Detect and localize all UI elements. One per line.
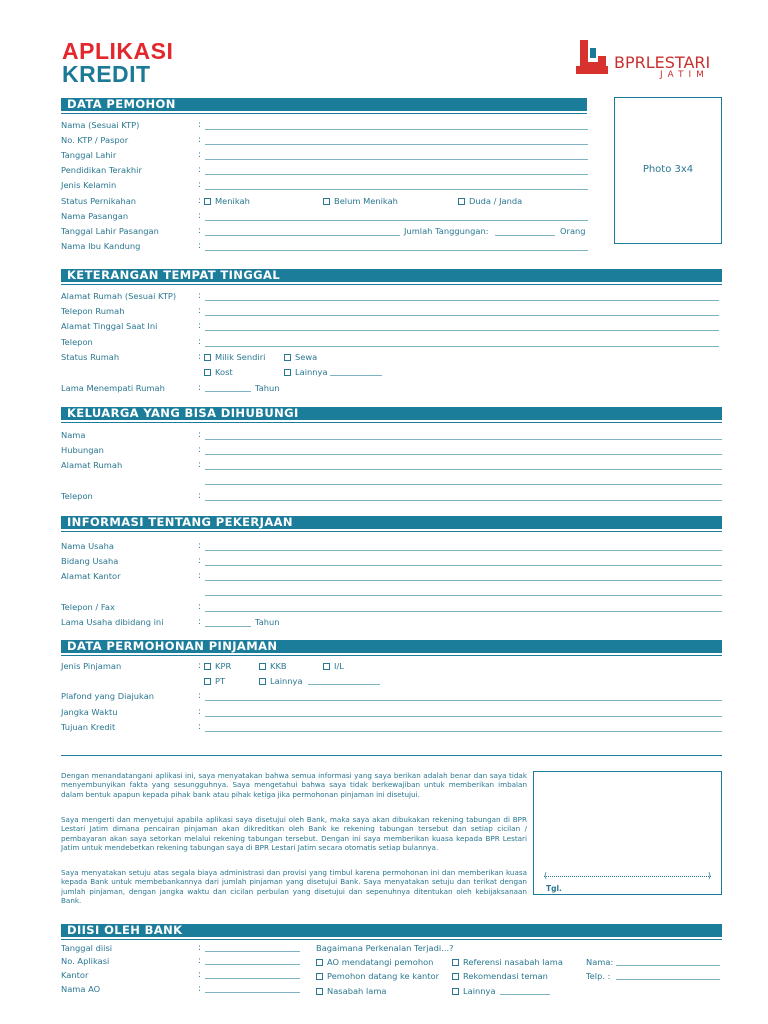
field-kantor[interactable] [205,978,300,979]
field-alamat-keluarga[interactable] [205,469,722,470]
option-label: I/L [334,661,344,671]
label-kelamin: Jenis Kelamin [61,180,117,190]
checkbox-pemohon-datang[interactable] [316,971,439,981]
checkbox-menikah[interactable] [204,196,250,206]
field-telepon[interactable] [205,346,719,347]
photo-box [614,97,722,244]
label-perkenalan: Bagaimana Perkenalan Terjadi...? [316,943,454,953]
label-tanggungan: Jumlah Tanggungan: [404,226,489,236]
brand-sub: JATIM [660,70,709,80]
field-nama-ref[interactable] [616,965,720,966]
checkbox-icon [452,988,459,995]
colon: : [198,321,201,331]
label-nama-keluarga: Nama [61,430,86,440]
label-nama: Nama (Sesuai KTP) [61,120,140,130]
colon: : [198,383,201,393]
field-kelamin[interactable] [205,189,588,190]
field-tanggal-diisi[interactable] [205,951,300,952]
label-lama-menempati: Lama Menempati Rumah [61,383,165,393]
colon: : [198,602,201,612]
label-pasangan: Nama Pasangan [61,211,129,221]
field-pasangan[interactable] [205,220,588,221]
option-label: Sewa [295,352,318,362]
option-label: Duda / Janda [469,196,523,206]
checkbox-icon [323,663,330,670]
divider [61,755,722,756]
field-tujuan-kredit[interactable] [205,731,722,732]
label-nama-ao: Nama AO [61,984,101,994]
checkbox-icon [204,354,211,361]
label-tgl-lahir: Tanggal Lahir [61,150,117,160]
field-ibu[interactable] [205,250,588,251]
checkbox-icon [452,959,459,966]
checkbox-icon [316,973,323,980]
colon: : [198,541,201,551]
colon: : [198,661,201,671]
label-tujuan-kredit: Tujuan Kredit [61,722,116,732]
checkbox-icon [452,973,459,980]
checkbox-lainnya-bank[interactable] [452,986,496,996]
field-tgl-pasangan[interactable] [205,235,400,236]
checkbox-kost[interactable] [204,367,233,377]
checkbox-belum-menikah[interactable] [323,196,398,206]
colon: : [198,617,201,627]
section-pekerjaan: INFORMASI TENTANG PEKERJAAN [61,516,722,529]
checkbox-icon [316,988,323,995]
label-tanggal-diisi: Tanggal diisi [61,943,113,953]
field-lama-menempati[interactable] [205,391,251,392]
label-tahun: Tahun [255,383,280,393]
field-telp-rumah[interactable] [205,315,719,316]
colon: : [198,291,201,301]
field-pendidikan[interactable] [205,174,588,175]
label-pendidikan: Pendidikan Terakhir [61,165,142,175]
field-jangka-waktu[interactable] [205,716,722,717]
colon: : [198,430,201,440]
checkbox-icon [316,959,323,966]
statement-paragraph-2: Saya mengerti dan menyetujui apabila aplikasi saya disetujui oleh Bank, maka saya akan dibukakan rekening tabungan di BPR Lestari Jatim dimana pencairan pinjaman akan dikreditkan oleh Bank ke rekening tabungan tersebut dan setiap cicilan / pembayaran akan saya setorkan melalui rekening tabungan tersebut. Dengan ini saya memberikan kuasa kepada BPR Lestari Jatim untuk mendebetkan rekening tabungan saya di BPR Lestari Jatim secara otomatis setiap bulannya. [61,815,527,853]
section-bank: DIISI OLEH BANK [61,924,722,937]
checkbox-pt[interactable] [204,676,225,686]
field-nama[interactable] [205,129,588,130]
checkbox-icon [259,678,266,685]
bank-logo [574,36,724,86]
colon: : [198,491,201,501]
field-hubungan[interactable] [205,454,722,455]
checkbox-il[interactable] [323,661,344,671]
label-alamat-kantor: Alamat Kantor [61,571,121,581]
signature-date-label: Tgl. [546,884,562,893]
label-plafond: Plafond yang Diajukan [61,691,155,701]
colon: : [198,211,201,221]
colon: : [198,970,201,980]
field-alamat-ktp[interactable] [205,300,719,301]
field-telp-ref[interactable] [616,979,720,980]
field-tgl-lahir[interactable] [205,159,588,160]
option-label: Lainnya [270,676,303,686]
field-alamat-kantor-2[interactable] [205,595,722,596]
option-label: Lainnya [463,986,496,996]
colon: : [198,722,201,732]
checkbox-lainnya-pinjaman[interactable] [259,676,303,686]
label-telp-rumah: Telepon Rumah [61,306,125,316]
checkbox-icon [284,369,291,376]
option-label: Lainnya [295,367,328,377]
label-tgl-pasangan: Tanggal Lahir Pasangan [61,226,159,236]
checkbox-referensi[interactable] [452,957,563,967]
colon: : [198,984,201,994]
field-bidang-usaha[interactable] [205,565,722,566]
label-alamat-keluarga: Alamat Rumah [61,460,123,470]
signature-close-paren: ) [707,871,711,880]
option-label: Referensi nasabah lama [463,957,563,967]
section-keluarga: KELUARGA YANG BISA DIHUBUNGI [61,407,722,420]
checkbox-icon [323,198,330,205]
colon: : [198,445,201,455]
checkbox-icon [458,198,465,205]
label-telepon-keluarga: Telepon [61,491,93,501]
label-hubungan: Hubungan [61,445,104,455]
field-plafond[interactable] [205,700,722,701]
colon: : [198,180,201,190]
colon: : [198,337,201,347]
colon: : [198,460,201,470]
checkbox-icon [204,663,211,670]
field-bank-lainnya[interactable] [500,994,550,995]
colon: : [198,556,201,566]
checkbox-kpr[interactable] [204,661,231,671]
label-jenis-pinjaman: Jenis Pinjaman [61,661,122,671]
option-label: Nasabah lama [327,986,387,996]
logo-mark-icon [574,38,614,78]
option-label: Rekomendasi teman [463,971,548,981]
label-status-rumah: Status Rumah [61,352,120,362]
section-pinjaman: DATA PERMOHONAN PINJAMAN [61,640,722,653]
colon: : [198,943,201,953]
field-tanggungan[interactable] [495,235,555,236]
field-ktp[interactable] [205,144,588,145]
colon: : [198,196,201,206]
field-lama-usaha[interactable] [205,626,251,627]
colon: : [198,956,201,966]
field-nama-usaha[interactable] [205,550,722,551]
checkbox-milik-sendiri[interactable] [204,352,265,362]
label-nama-ref: Nama: [586,957,614,967]
label-no-aplikasi: No. Aplikasi [61,956,110,966]
checkbox-icon [204,198,211,205]
label-kantor: Kantor [61,970,89,980]
section-tempat-tinggal: KETERANGAN TEMPAT TINGGAL [61,269,722,282]
label-ktp: No. KTP / Paspor [61,135,129,145]
checkbox-nasabah-lama[interactable] [316,986,387,996]
colon: : [198,707,201,717]
colon: : [198,150,201,160]
colon: : [198,165,201,175]
colon: : [198,571,201,581]
colon: : [198,306,201,316]
signature-line [544,876,711,877]
form-title-line2: KREDIT [62,61,151,87]
section-data-pemohon: DATA PEMOHON [61,98,587,111]
label-tahun-usaha: Tahun [255,617,280,627]
option-label: Milik Sendiri [215,352,266,362]
field-alamat-saat-ini[interactable] [205,330,719,331]
brand-name: BPRLESTARI [614,53,711,72]
checkbox-icon [284,354,291,361]
label-telepon-fax: Telepon / Fax [61,602,115,612]
form-title-line1: APLIKASI [62,38,174,64]
checkbox-icon [259,663,266,670]
option-label: KKB [270,661,287,671]
statement-paragraph-1: Dengan menandatangani aplikasi ini, saya menyatakan bahwa semua informasi yang saya berikan adalah benar dan saya tidak menyembunyikan fakta yang sesungguhnya. Saya mengetahui bahwa saya tidak berkewajiban untuk memberikan imbalan dalam bentuk apapun kepada pihak bank atau pihak ketiga jika permohonan pinjaman ini disetujui. [61,771,527,799]
option-label: AO mendatangi pemohon [327,957,434,967]
field-alamat-kantor[interactable] [205,580,722,581]
label-telepon: Telepon [61,337,93,347]
field-nama-ao[interactable] [205,992,300,993]
field-telepon-fax[interactable] [205,611,722,612]
statement-paragraph-3: Saya menyatakan setuju atas segala biaya administrasi dan provisi yang timbul karena permohonan ini dan memberikan kuasa kepada Bank untuk membebankannya dari jumlah pinjaman yang disetujui Bank. Saya menyatakan setuju dan terikat dengan jumlah pinjaman, dengan jangka waktu dan cicilan perbulan yang disetujui dan sepenuhnya ditentukan oleh kebijaksanaan Bank. [61,868,527,906]
label-bidang-usaha: Bidang Usaha [61,556,119,566]
colon: : [198,226,201,236]
option-label: Belum Menikah [334,196,398,206]
label-ibu: Nama Ibu Kandung [61,241,141,251]
checkbox-ao-mendatangi[interactable] [316,957,433,967]
field-pinjaman-lainnya[interactable] [308,684,380,685]
label-status: Status Pernikahan [61,196,137,206]
checkbox-rekomendasi[interactable] [452,971,548,981]
label-lama-usaha: Lama Usaha dibidang ini [61,617,164,627]
checkbox-icon [204,678,211,685]
colon: : [198,135,201,145]
checkbox-sewa[interactable] [284,352,317,362]
label-alamat-saat-ini: Alamat Tinggal Saat Ini [61,321,158,331]
field-status-lainnya[interactable] [330,375,382,376]
photo-label: Photo 3x4 [642,164,694,175]
field-nama-keluarga[interactable] [205,439,722,440]
checkbox-icon [204,369,211,376]
option-label: Kost [215,367,233,377]
option-label: Pemohon datang ke kantor [327,971,440,981]
colon: : [198,691,201,701]
label-nama-usaha: Nama Usaha [61,541,114,551]
field-alamat-keluarga-2[interactable] [205,484,722,485]
checkbox-lainnya[interactable] [284,367,328,377]
option-label: PT [215,676,226,686]
checkbox-kkb[interactable] [259,661,287,671]
signature-box[interactable] [533,771,722,895]
field-no-aplikasi[interactable] [205,964,300,965]
colon: : [198,352,201,362]
label-alamat-ktp: Alamat Rumah (Sesuai KTP) [61,291,177,301]
colon: : [198,241,201,251]
label-jangka-waktu: Jangka Waktu [61,707,118,717]
checkbox-duda-janda[interactable] [458,196,522,206]
colon: : [198,120,201,130]
field-telepon-keluarga[interactable] [205,500,722,501]
label-orang: Orang [560,226,586,236]
label-telp-ref: Telp. : [586,971,611,981]
option-label: Menikah [215,196,250,206]
option-label: KPR [215,661,232,671]
signature-open-paren: ( [544,871,548,880]
